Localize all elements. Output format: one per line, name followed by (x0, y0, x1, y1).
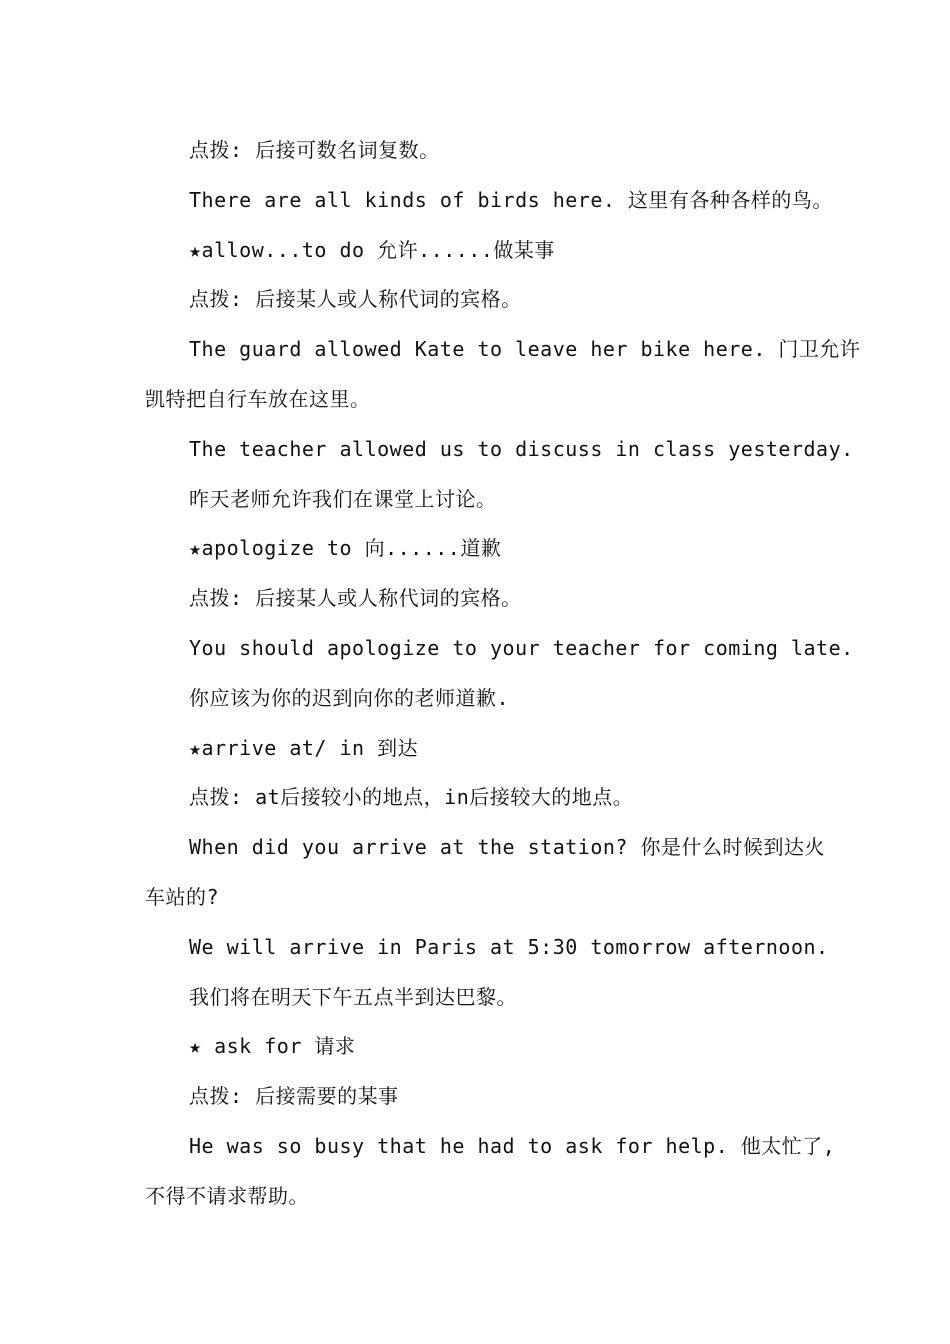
example-sentence: He was so busy that he had to ask for help. 他太忙了, (189, 1133, 836, 1158)
example-sentence: The guard allowed Kate to leave her bike here. 门卫允许 (189, 337, 861, 362)
example-sentence-continuation: 不得不请求帮助。 (145, 1183, 309, 1208)
example-sentence: You should apologize to your teacher for coming late. (189, 635, 854, 660)
note-line: 点拨: at后接较小的地点，in后接较大的地点。 (189, 785, 634, 810)
example-sentence: There are all kinds of birds here. 这里有各种各样的鸟。 (189, 187, 833, 212)
example-sentence: When did you arrive at the station? 你是什么时候到达火 (189, 835, 825, 860)
phrase-heading: ★allow...to do 允许......做某事 (189, 237, 555, 262)
example-sentence-continuation: 车站的? (145, 884, 220, 909)
example-sentence-continuation: 凯特把自行车放在这里。 (145, 386, 371, 411)
phrase-heading: ★ ask for 请求 (189, 1034, 356, 1059)
phrase-heading: ★apologize to 向......道歉 (189, 536, 502, 561)
note-line: 点拨: 后接可数名词复数。 (189, 138, 440, 162)
phrase-heading: ★arrive at/ in 到达 (189, 735, 419, 760)
note-line: 点拨: 后接某人或人称代词的宾格。 (189, 287, 522, 312)
example-translation: 你应该为你的迟到向你的老师道歉. (189, 685, 510, 710)
example-sentence: The teacher allowed us to discuss in class yesterday. (189, 436, 854, 461)
example-sentence: We will arrive in Paris at 5:30 tomorrow afternoon. (189, 934, 829, 959)
example-translation: 昨天老师允许我们在课堂上讨论。 (189, 486, 497, 511)
note-line: 点拨: 后接某人或人称代词的宾格。 (189, 586, 522, 611)
example-translation: 我们将在明天下午五点半到达巴黎。 (189, 984, 517, 1009)
document-body (145, 126, 861, 1222)
note-line: 点拨: 后接需要的某事 (189, 1084, 399, 1109)
